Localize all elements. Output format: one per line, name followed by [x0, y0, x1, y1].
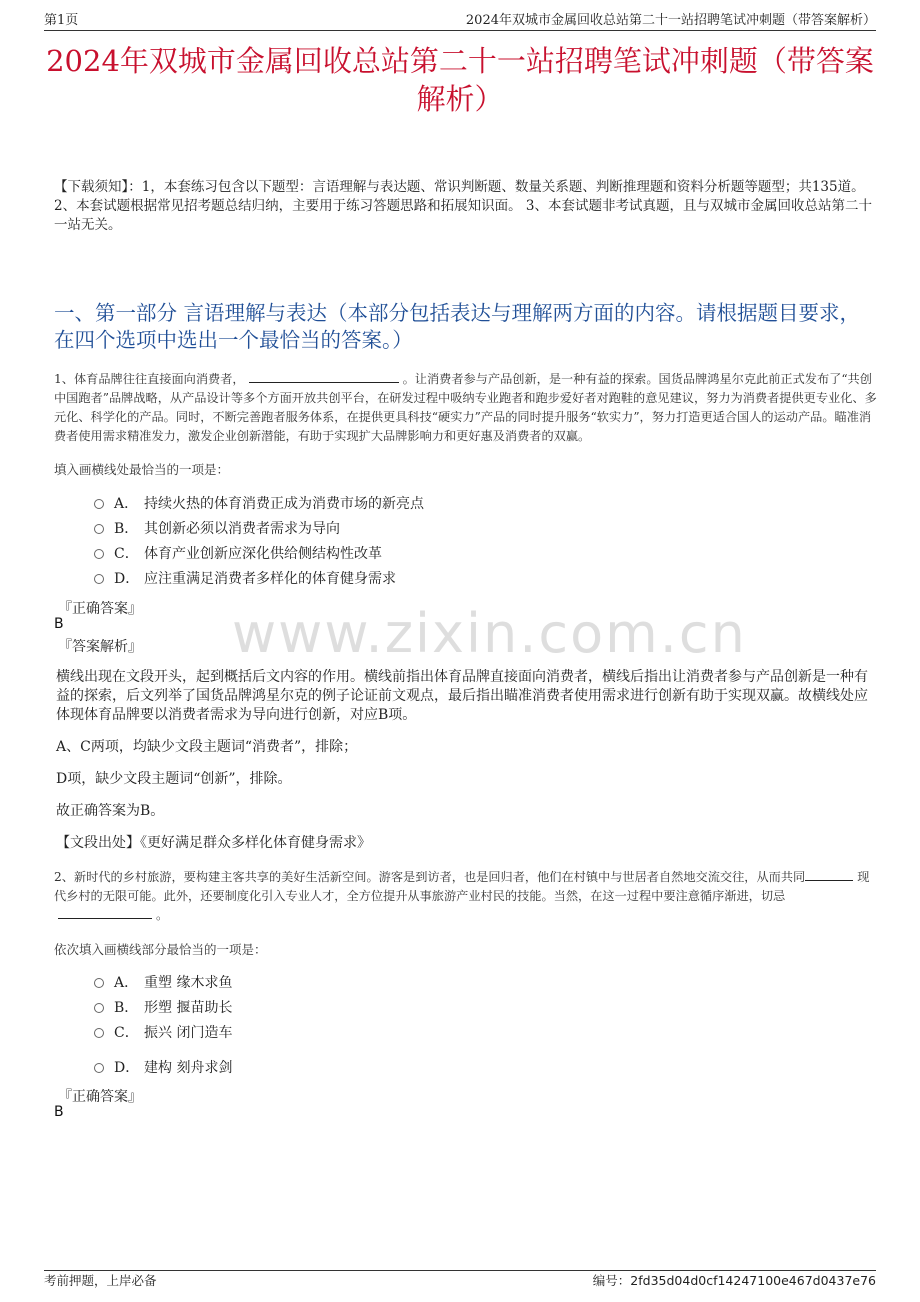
- question-2-text: [54, 868, 880, 925]
- question-1-option-c[interactable]: C． 体育产业创新应深化供给侧结构性改革: [94, 544, 382, 564]
- question-1-source: 【文段出处】《更好满足群众多样化体育健身需求》: [56, 835, 371, 851]
- question-1-text-start: 1、体育品牌往往直接面向消费者，: [54, 372, 245, 386]
- section-title: 一、第一部分 言语理解与表达（本部分包括表达与理解两方面的内容。请根据题目要求，在四个选项中选出一个最恰当的答案。）: [54, 301, 861, 352]
- radio-icon[interactable]: [94, 524, 104, 534]
- question-2-answer-label: 『正确答案』: [58, 1089, 142, 1105]
- question-2-option-b[interactable]: B． 形塑 揠苗助长: [94, 998, 232, 1018]
- question-2-answer: B: [54, 1104, 64, 1120]
- page-number: 第1页: [44, 13, 79, 28]
- radio-icon[interactable]: [94, 499, 104, 509]
- answer-blank: [805, 868, 853, 881]
- question-1-answer: B: [54, 616, 64, 632]
- footer-serial: 编号：2fd35d04d0cf14247100e467d0437e76: [592, 1273, 876, 1288]
- question-1-analysis-label: 『答案解析』: [58, 639, 142, 655]
- radio-icon[interactable]: [94, 1063, 104, 1073]
- question-2-prompt: 依次填入画横线部分最恰当的一项是：: [54, 942, 267, 957]
- question-2-text-start: 2、新时代的乡村旅游，要构建主客共享的美好生活新空间。游客是到访者，也是回归者，他们在村镇中与世居者自然地交流交往，从而共同: [54, 870, 806, 884]
- radio-icon[interactable]: [94, 1028, 104, 1038]
- watermark: www.zixin.com.cn: [232, 602, 747, 665]
- question-2-text-mid: 现代乡村的无限可能。此外，还要制度化引入专业人才，全方位提升从事旅游产业村民的技能。当然，在这一过程中要注意循序渐进，切忌: [54, 870, 870, 903]
- question-1-option-d[interactable]: D． 应注重满足消费者多样化的体育健身需求: [94, 569, 396, 589]
- question-1-text: [54, 370, 880, 446]
- question-1-analysis: 横线出现在文段开头，起到概括后文内容的作用。横线前指出体育品牌直接面向消费者，横线后指出让消费者参与产品创新是一种有益的探索，后文列举了国货品牌鸿星尔克的例子论证前文观点，最后指出瞄准消费者使用需求进行创新有助于实现双赢。故横线处应体现体育品牌要以消费者需求为导向进行创新，对应B项。: [56, 669, 868, 723]
- question-1-analysis-line: A、C两项，均缺少文段主题词“消费者”，排除；: [56, 739, 358, 755]
- question-1-prompt: 填入画横线处最恰当的一项是：: [54, 462, 230, 477]
- question-1-text-rest: 。让消费者参与产品创新，是一种有益的探索。国货品牌鸿星尔克此前正式发布了“共创中国跑者”品牌战略，从产品设计等多个方面开放共创平台，在研发过程中吸纳专业跑者和跑步爱好者对跑鞋的意见建议，努力为消费者提供更专业化、多元化、科学化的产品。同时，不断完善跑者服务体系，在提供更具科技“硬实力”产品的同时提升服务“软实力”，努力打造更适合国人的运动产品。瞄准消费者使用需求精准发力，激发企业创新潜能，有助于实现扩大品牌影响力和更好惠及消费者的双赢。: [54, 372, 877, 443]
- document-title: 2024年双城市金属回收总站第二十一站招聘笔试冲刺题（带答案解析）: [46, 44, 874, 116]
- question-1-option-a[interactable]: A． 持续火热的体育消费正成为消费市场的新亮点: [94, 494, 424, 514]
- page-header: [44, 12, 876, 31]
- radio-icon[interactable]: [94, 549, 104, 559]
- radio-icon[interactable]: [94, 978, 104, 988]
- header-doc-title: 2024年双城市金属回收总站第二十一站招聘笔试冲刺题（带答案解析）: [465, 13, 876, 28]
- radio-icon[interactable]: [94, 1003, 104, 1013]
- page-footer: [44, 1270, 876, 1289]
- question-2-option-c[interactable]: C． 振兴 闭门造车: [94, 1023, 232, 1043]
- question-2-text-end: 。: [156, 908, 169, 922]
- answer-blank: [58, 906, 152, 919]
- question-2-option-d[interactable]: D． 建构 刻舟求剑: [94, 1058, 232, 1078]
- answer-blank: [249, 370, 399, 383]
- question-1-conclusion: 故正确答案为B。: [56, 803, 165, 819]
- question-1-answer-label: 『正确答案』: [58, 601, 142, 617]
- question-1-option-b[interactable]: B． 其创新必须以消费者需求为导向: [94, 519, 340, 539]
- question-1-analysis-line: D项，缺少文段主题词“创新”，排除。: [56, 771, 292, 787]
- radio-icon[interactable]: [94, 574, 104, 584]
- footer-slogan: 考前押题，上岸必备: [44, 1273, 157, 1288]
- question-2-option-a[interactable]: A． 重塑 缘木求鱼: [94, 973, 232, 993]
- download-notice: 【下载须知】：1，本套练习包含以下题型：言语理解与表达题、常识判断题、数量关系题、判断推理题和资料分析题等题型；共135道。 2、本套试题根据常见招考题总结归纳，主要用于练习答题思路和拓展知识面。 3、本套试题非考试真题，且与双城市金属回收总站第二十一站无关。: [54, 179, 872, 233]
